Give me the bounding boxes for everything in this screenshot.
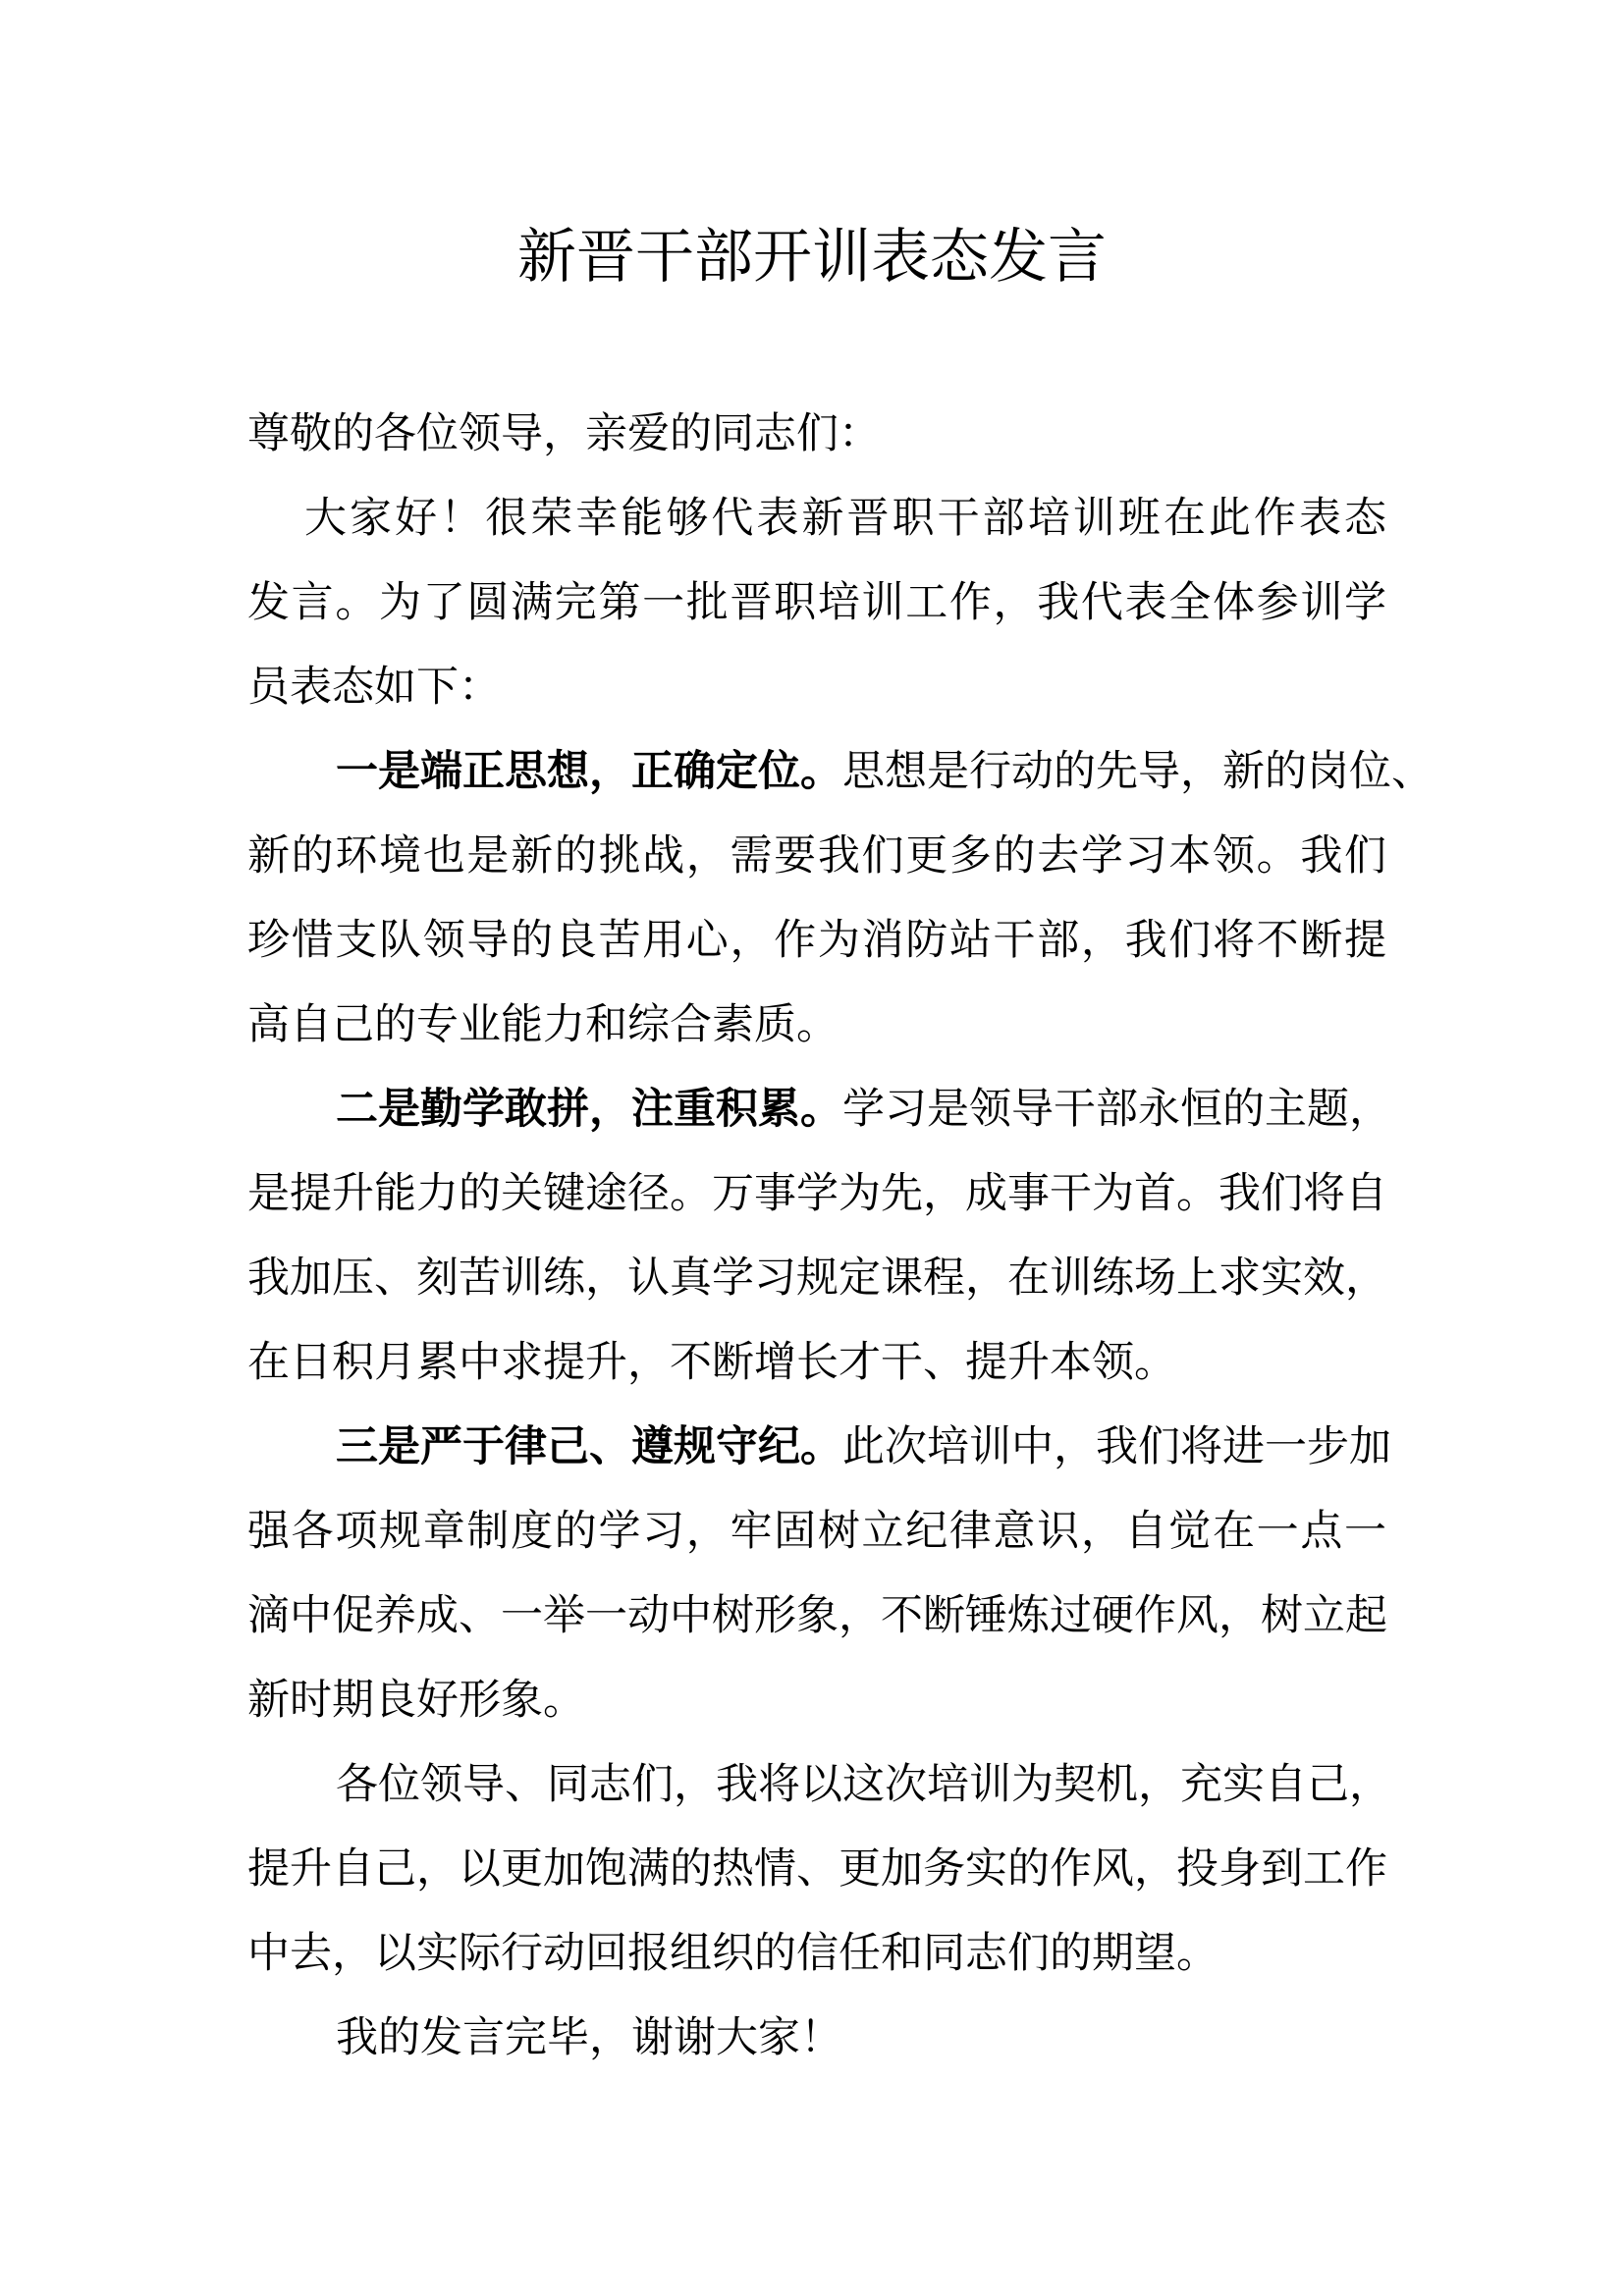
paragraph-point-three [247,1405,1391,1742]
text-line: 提升自己，以更加饱满的热情、更加务实的作风，投身到工作 [247,1844,1387,1894]
text-line: 珍惜支队领导的良苦用心，作为消防站干部，我们将不断提 [247,916,1386,965]
text-line [247,1405,1391,1489]
text-line: 大家好！很荣幸能够代表新晋职干部培训班在此作表态 [304,494,1386,543]
text-line: 新的环境也是新的挑战，需要我们更多的去学习本领。我们 [247,831,1386,881]
point-heading: 二是勤学敢拼，注重积累。 [336,1085,842,1134]
text-line: 中去，以实际行动回报组织的信任和同志们的期望。 [247,1929,1218,1978]
text-line: 各位领导、同志们，我将以这次培训为契机，充实自己， [336,1760,1391,1809]
paragraph-thanks [247,1996,1386,2080]
text-line: 发言。为了圆满完第一批晋职培训工作，我代表全体参训学 [247,578,1386,627]
point-heading: 一是端正思想，正确定位。 [336,747,842,796]
text-line: 是提升能力的关键途径。万事学为先，成事干为首。我们将自 [247,1169,1387,1218]
text-line: 滴中促养成、一举一动中树形象，不断锤炼过硬作风，树立起 [247,1591,1387,1640]
salutation: 尊敬的各位领导，亲爱的同志们： [247,409,881,458]
point-heading: 三是严于律己、遵规守纪。 [336,1422,842,1471]
text-line: 我的发言完毕，谢谢大家！ [336,2013,842,2062]
text-span: 学习是领导干部永恒的主题， [842,1085,1391,1134]
text-line: 在日积月累中求提升，不断增长才干、提升本领。 [247,1338,1176,1387]
text-line [247,1067,1391,1151]
paragraph-point-two [247,1067,1391,1405]
text-line: 我加压、刻苦训练，认真学习规定课程，在训练场上求实效， [247,1254,1387,1303]
text-line: 员表态如下： [247,663,501,712]
text-span: 此次培训中，我们将进一步加 [842,1422,1391,1471]
document-title: 新晋干部开训表态发言 [517,223,1107,292]
text-line: 高自己的专业能力和综合素质。 [247,1000,839,1049]
paragraph-point-one [247,729,1434,1067]
text-line [247,729,1434,814]
text-span: 思想是行动的先导，新的岗位、 [842,747,1434,796]
paragraph-closing [247,1742,1391,1996]
paragraph-opening [247,476,1386,729]
document-body [247,392,1434,2080]
text-line: 强各项规章制度的学习，牢固树立纪律意识，自觉在一点一 [247,1507,1386,1556]
text-line: 新时期良好形象。 [247,1676,585,1725]
